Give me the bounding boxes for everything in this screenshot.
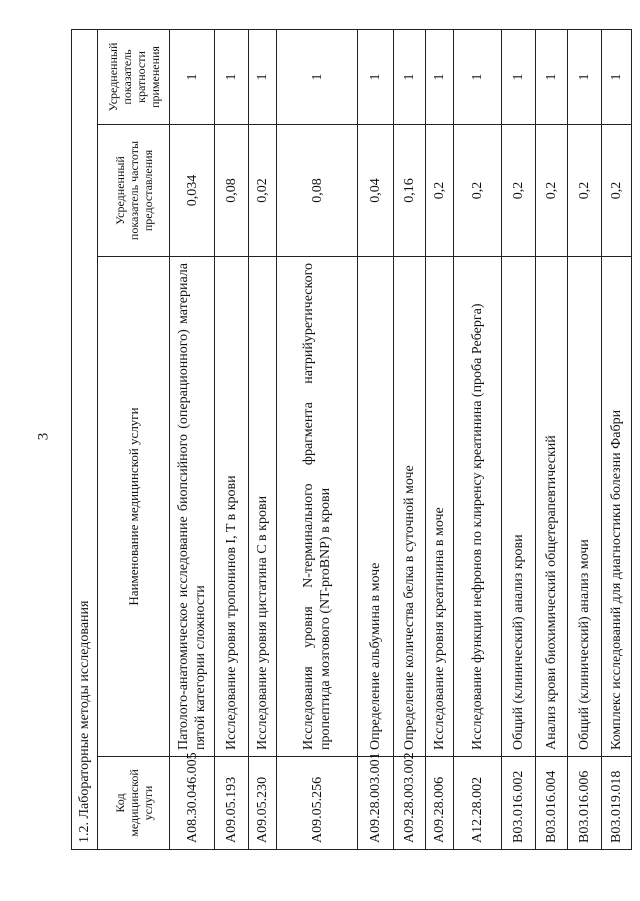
service-code: A12.28.002 [454, 757, 502, 850]
multiplicity-value: 1 [277, 29, 358, 124]
multiplicity-value: 1 [215, 29, 249, 124]
page-number: 3 [35, 432, 52, 441]
service-code: A09.05.256 [277, 757, 358, 850]
frequency-value: 0,2 [602, 125, 632, 257]
service-code: A09.28.003.002 [394, 757, 426, 850]
column-header-frequency: Усредненный показатель частоты предоставления [98, 125, 170, 257]
multiplicity-value: 1 [454, 29, 502, 124]
service-code: A09.28.003.001 [358, 757, 394, 850]
frequency-value: 0,04 [358, 125, 394, 257]
table-row [394, 29, 426, 849]
column-header-code: Код медицинской услуги [98, 757, 170, 850]
service-name: Определение количества белка в суточной моче [394, 257, 426, 757]
service-name: Исследование функции нефронов по клиренсу креатинина (проба Реберга) [454, 257, 502, 757]
table-row [249, 29, 277, 849]
lab-methods-table [71, 29, 632, 850]
table-row [277, 29, 358, 849]
service-code: A08.30.046.005 [170, 757, 215, 850]
multiplicity-value: 1 [426, 29, 454, 124]
service-name: Исследование уровня тропонинов I, T в крови [215, 257, 249, 757]
frequency-value: 0,08 [215, 125, 249, 257]
table-row [170, 29, 215, 849]
multiplicity-value: 1 [602, 29, 632, 124]
frequency-value: 0,2 [426, 125, 454, 257]
service-code: A09.28.006 [426, 757, 454, 850]
multiplicity-value: 1 [170, 29, 215, 124]
service-name: Исследование уровня креатинина в моче [426, 257, 454, 757]
section-title: 1.2. Лабораторные методы исследования [72, 29, 98, 849]
frequency-value: 0,16 [394, 125, 426, 257]
table-row [568, 29, 602, 849]
table-row [502, 29, 536, 849]
header-row [98, 29, 170, 849]
multiplicity-value: 1 [358, 29, 394, 124]
service-name: Общий (клинический) анализ крови [502, 257, 536, 757]
table-row [536, 29, 568, 849]
service-code: A09.05.193 [215, 757, 249, 850]
multiplicity-value: 1 [568, 29, 602, 124]
table-row [454, 29, 502, 849]
table-row [215, 29, 249, 849]
service-name: Определение альбумина в моче [358, 257, 394, 757]
multiplicity-value: 1 [502, 29, 536, 124]
column-header-multiplicity: Усредненный показатель кратности применения [98, 29, 170, 124]
service-name: Общий (клинический) анализ мочи [568, 257, 602, 757]
rotated-table-container [71, 30, 623, 850]
multiplicity-value: 1 [536, 29, 568, 124]
service-name: Анализ крови биохимический общетерапевтический [536, 257, 568, 757]
table-row [602, 29, 632, 849]
frequency-value: 0,2 [536, 125, 568, 257]
service-code: A09.05.230 [249, 757, 277, 850]
service-code: B03.016.006 [568, 757, 602, 850]
multiplicity-value: 1 [249, 29, 277, 124]
service-code: B03.016.004 [536, 757, 568, 850]
service-name: Патолого-анатомическое исследование биопсийного (операционного) материала пятой категории сложности [170, 257, 215, 757]
table-row [426, 29, 454, 849]
service-code: B03.016.002 [502, 757, 536, 850]
table-row [358, 29, 394, 849]
service-name: Исследование уровня цистатина C в крови [249, 257, 277, 757]
multiplicity-value: 1 [394, 29, 426, 124]
column-header-name: Наименование медицинской услуги [98, 257, 170, 757]
frequency-value: 0,08 [277, 125, 358, 257]
frequency-value: 0,2 [568, 125, 602, 257]
frequency-value: 0,2 [502, 125, 536, 257]
service-name: Комплекс исследований для диагностики болезни Фабри [602, 257, 632, 757]
frequency-value: 0,034 [170, 125, 215, 257]
service-code: B03.019.018 [602, 757, 632, 850]
frequency-value: 0,2 [454, 125, 502, 257]
service-name: Исследования уровня N-терминального фрагмента натрийуретического пропептида мозгового (NT-proBNP) в крови [277, 257, 358, 757]
frequency-value: 0,02 [249, 125, 277, 257]
section-title-row [72, 29, 98, 849]
